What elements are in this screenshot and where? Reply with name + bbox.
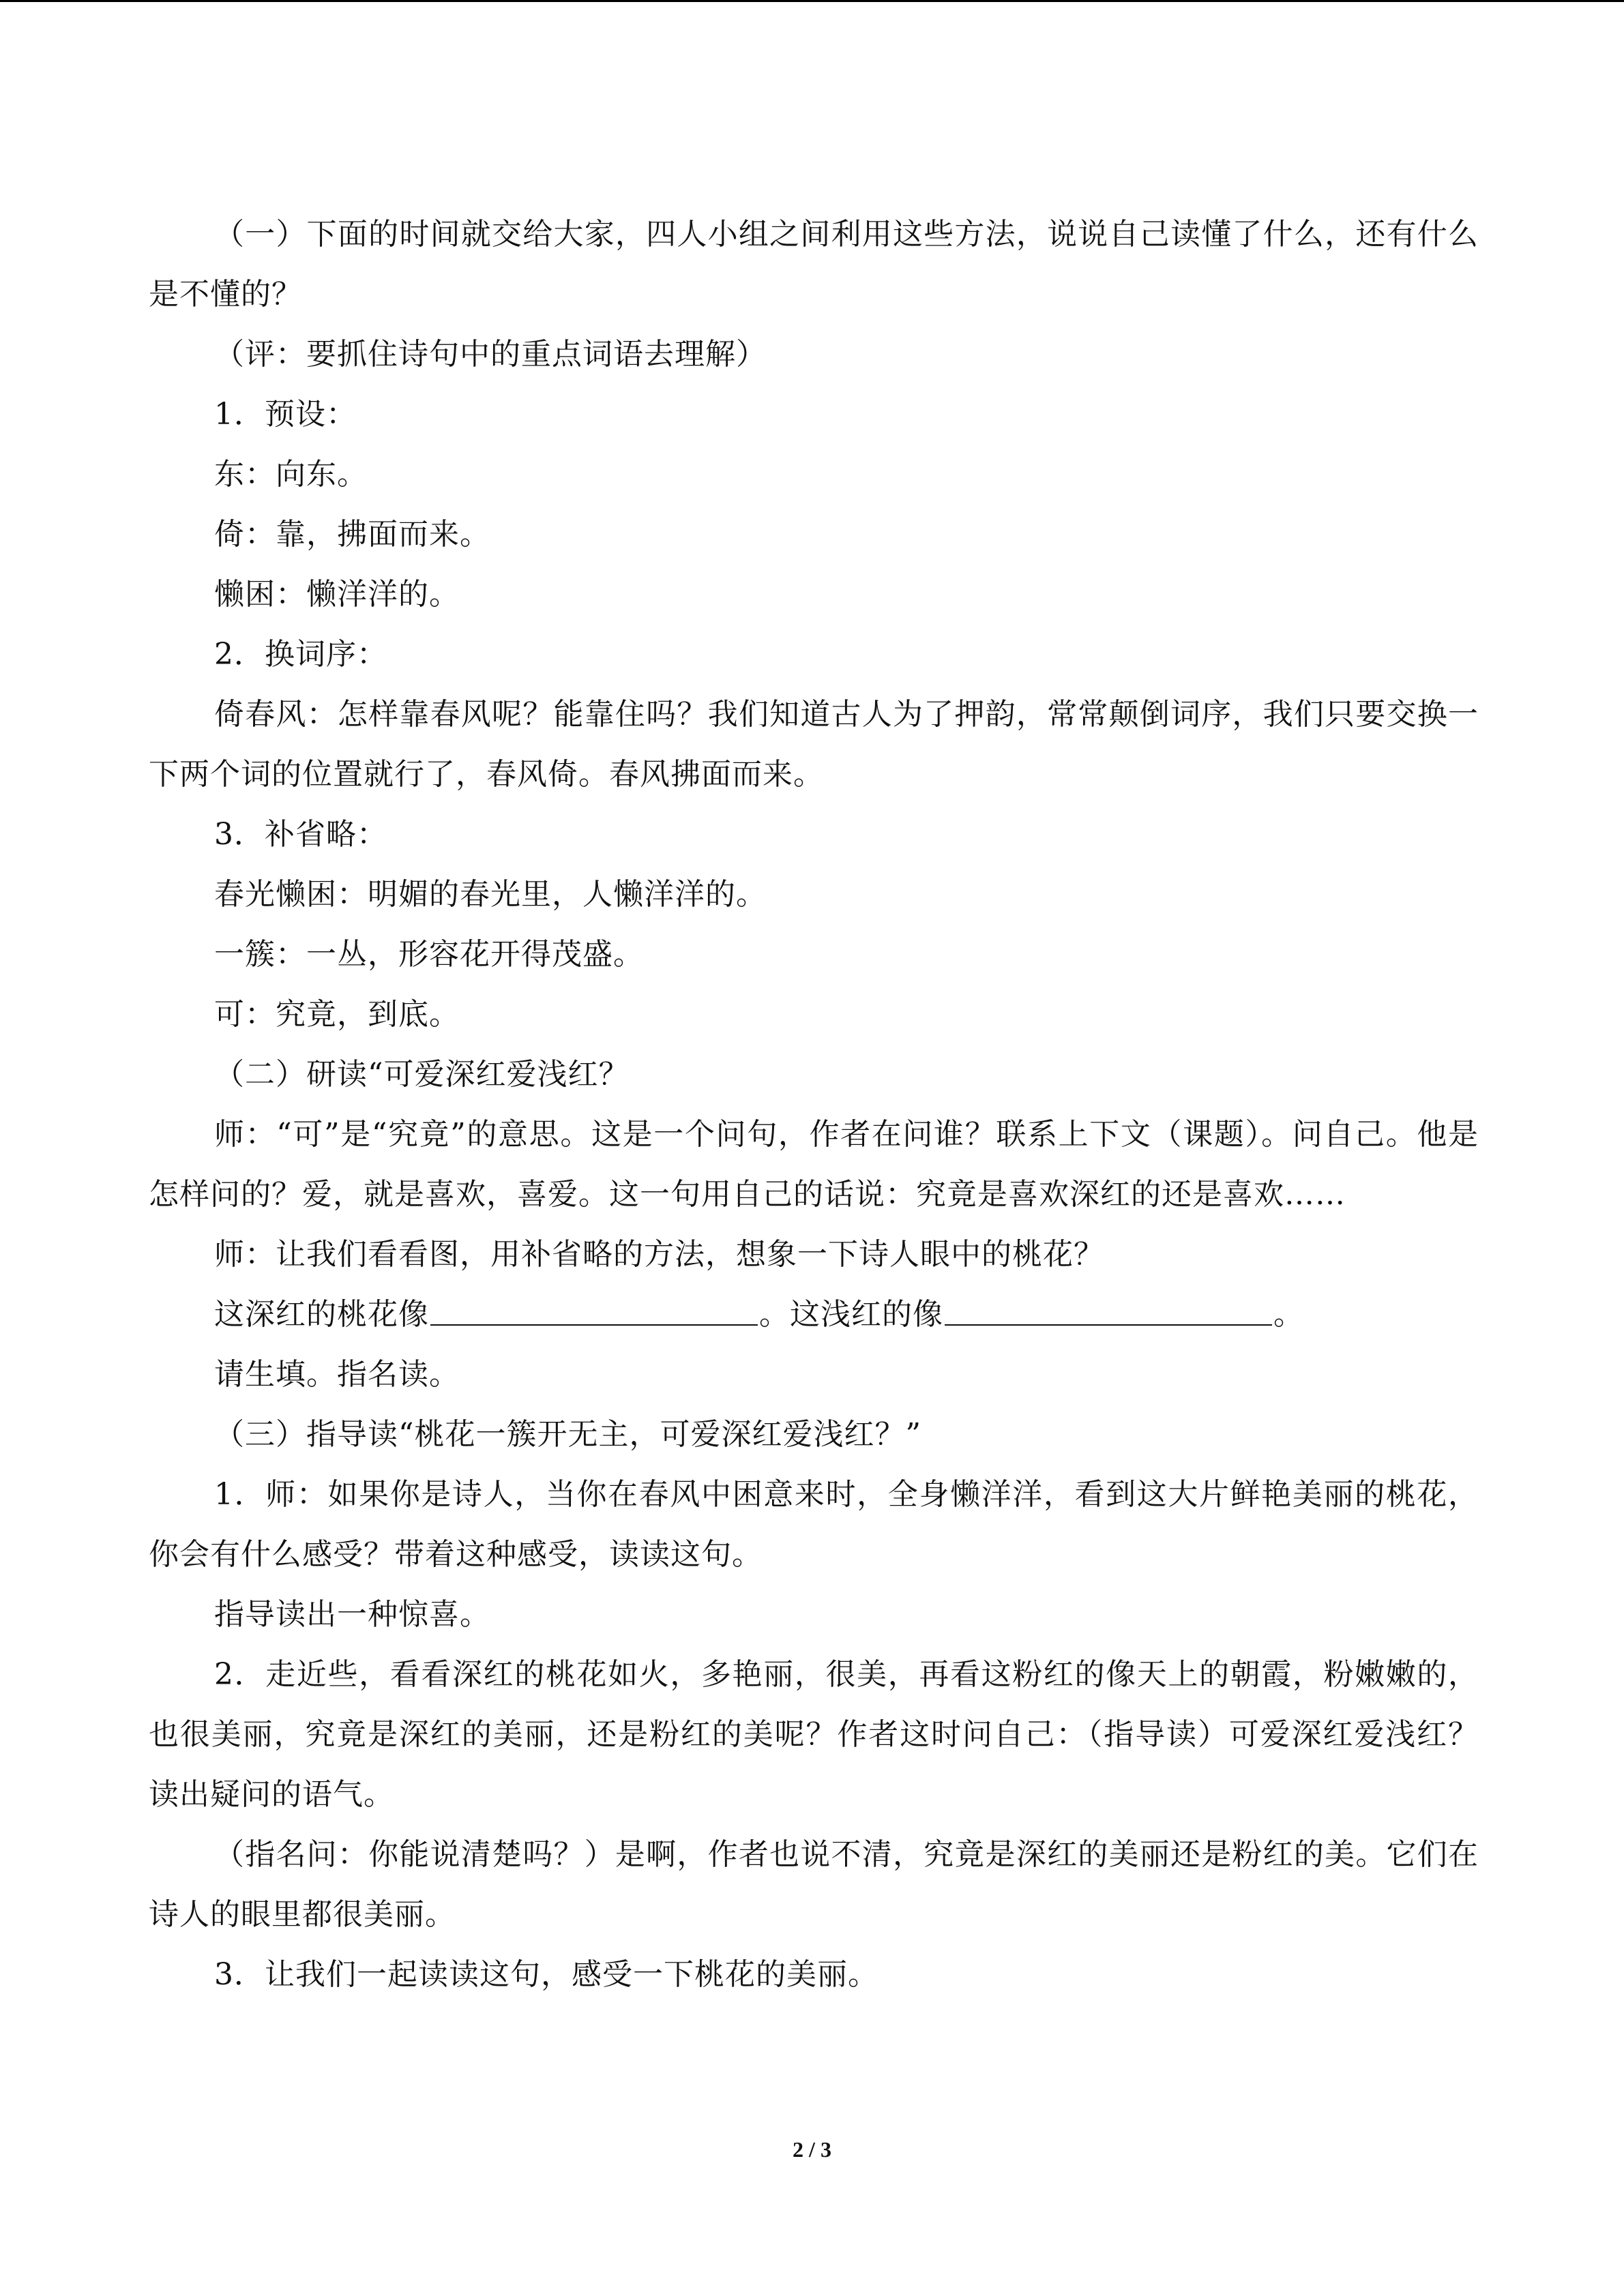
paragraph-surprise: 指导读出一种惊喜。	[214, 1597, 490, 1632]
top-border	[0, 0, 1624, 2]
paragraph-closer-look: 2．走近些，看看深红的桃花如火，多艳丽，很美，再看这粉红的像天上的朝霞，粉嫩嫩的，也很美丽，究竟是深红的美丽，还是粉红的美呢？作者这时问自己：（指导读）可爱深红爱浅红？读出疑问的语气。	[149, 1657, 1479, 1812]
paragraph-teacher-picture: 师：让我们看看图，用补省略的方法，想象一下诗人眼中的桃花？	[214, 1237, 1104, 1272]
paragraph-student-fill: 请生填。指名读。	[214, 1357, 460, 1392]
fill-in-blank-2	[945, 1297, 1272, 1326]
paragraph-section-three: （三）指导读“桃花一簇开无主，可爱深红爱浅红？”	[214, 1417, 921, 1452]
paragraph-preset-heading: 1．预设：	[214, 397, 357, 432]
paragraph-fill-in	[149, 1285, 1479, 1345]
paragraph-yicu: 一簇：一丛，形容花开得茂盛。	[214, 937, 644, 972]
paragraph-group-discussion: （一）下面的时间就交给大家，四人小组之间利用这些方法，说说自己读懂了什么，还有什么是不懂的？	[149, 217, 1479, 312]
paragraph-ellipsis-heading: 3．补省略：	[214, 817, 387, 852]
document-body	[149, 205, 1479, 2005]
paragraph-word-order-heading: 2．换词序：	[214, 637, 387, 672]
paragraph-ke: 可：究竟，到底。	[214, 997, 460, 1032]
fill-in-text-3: 。	[1273, 1297, 1304, 1332]
paragraph-teacher-ke: 师：“可”是“究竟”的意思。这是一个问句，作者在问谁？联系上下文（课题）。问自己。他是怎样问的？爱，就是喜欢，喜爱。这一句用自己的话说：究竟是喜欢深红的还是喜欢……	[149, 1117, 1479, 1212]
paragraph-yi: 倚：靠，拂面而来。	[214, 517, 490, 552]
page-number: 2 / 3	[793, 2137, 831, 2162]
paragraph-read-together: 3．让我们一起读读这句，感受一下桃花的美丽。	[214, 1957, 879, 1992]
paragraph-comment: （评：要抓住诗句中的重点词语去理解）	[214, 337, 767, 372]
paragraph-ask: （指名问：你能说清楚吗？）是啊，作者也说不清，究竟是深红的美丽还是粉红的美。它们在诗人的眼里都很美丽。	[149, 1837, 1479, 1932]
paragraph-teacher-poet: 1．师：如果你是诗人，当你在春风中困意来时，全身懒洋洋，看到这大片鲜艳美丽的桃花，你会有什么感受？带着这种感受，读读这句。	[149, 1477, 1479, 1572]
fill-in-blank-1	[430, 1297, 758, 1326]
paragraph-lankun: 懒困：懒洋洋的。	[214, 577, 460, 612]
fill-in-text-1: 这深红的桃花像	[214, 1297, 429, 1332]
fill-in-text-2: 。这浅红的像	[759, 1297, 943, 1332]
paragraph-chunguang: 春光懒困：明媚的春光里，人懒洋洋的。	[214, 877, 767, 912]
paragraph-section-two: （二）研读“可爱深红爱浅红？	[214, 1057, 630, 1092]
paragraph-dong: 东：向东。	[214, 457, 368, 492]
paragraph-yi-chunfeng: 倚春风：怎样靠春风呢？能靠住吗？我们知道古人为了押韵，常常颠倒词序，我们只要交换一下两个词的位置就行了，春风倚。春风拂面而来。	[149, 697, 1479, 792]
